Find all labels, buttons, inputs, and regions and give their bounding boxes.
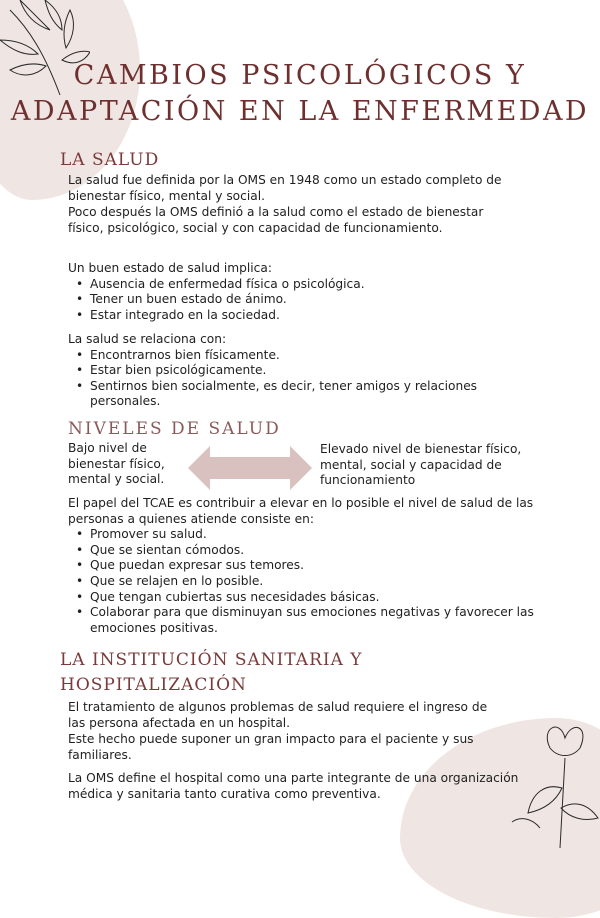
tcae-intro: El papel del TCAE es contribuir a elevar en lo posible el nivel de salud de las personas a quienes atiende consiste en: bbox=[68, 496, 534, 526]
implica-intro: Un buen estado de salud implica: bbox=[68, 261, 272, 275]
salud-definition-later: Poco después la OMS definió a la salud como el estado de bienestar físico, psicológico, social y con capacidad de funcionamiento. bbox=[68, 205, 484, 235]
list-item: • Ausencia de enfermedad física o psicológica. bbox=[68, 277, 538, 293]
list-item: • Que se sientan cómodos. bbox=[68, 543, 538, 559]
relaciona-list bbox=[68, 348, 498, 410]
list-item: • Tener un buen estado de ánimo. bbox=[68, 292, 538, 308]
page-title bbox=[0, 58, 600, 130]
list-item: • Que tengan cubiertas sus necesidades básicas. bbox=[68, 590, 538, 606]
relaciona-intro: La salud se relaciona con: bbox=[68, 332, 227, 346]
institucion-heading-line-2: HOSPITALIZACIÓN bbox=[60, 675, 247, 695]
implica-block bbox=[68, 261, 538, 323]
list-item: • Promover su salud. bbox=[68, 527, 538, 543]
implica-list bbox=[68, 277, 538, 324]
section-heading-niveles: NIVELES DE SALUD bbox=[68, 419, 281, 439]
section-heading-salud: LA SALUD bbox=[60, 150, 160, 170]
list-item: • Que puedan expresar sus temores. bbox=[68, 558, 538, 574]
list-item: • Colaborar para que disminuyan sus emociones negativas y favorecer las emociones positivas. bbox=[68, 605, 538, 636]
list-item: • Encontrarnos bien físicamente. bbox=[68, 348, 498, 364]
list-item: • Estar integrado en la sociedad. bbox=[68, 308, 538, 324]
title-line-2: ADAPTACIÓN EN LA ENFERMEDAD bbox=[10, 96, 590, 127]
title-line-1: CAMBIOS PSICOLÓGICOS Y bbox=[73, 60, 527, 91]
tcae-block bbox=[68, 496, 538, 636]
institucion-para-2: Este hecho puede suponer un gran impacto para el paciente y sus familiares. bbox=[68, 732, 474, 762]
relaciona-block bbox=[68, 332, 498, 410]
list-item: • Sentirnos bien socialmente, es decir, tener amigos y relaciones personales. bbox=[68, 379, 498, 410]
salud-definition-1948: La salud fue definida por la OMS en 1948 como un estado completo de bienestar físico, mental y social. bbox=[68, 173, 502, 203]
tcae-list bbox=[68, 527, 538, 636]
institucion-heading-line-1: LA INSTITUCIÓN SANITARIA Y bbox=[60, 650, 363, 670]
list-item: • Que se relajen en lo posible. bbox=[68, 574, 538, 590]
double-arrow-icon bbox=[188, 446, 312, 490]
list-item: • Estar bien psicológicamente. bbox=[68, 363, 498, 379]
high-level-label: Elevado nivel de bienestar físico, mental, social y capacidad de funcionamiento bbox=[320, 442, 522, 488]
institucion-para-1: El tratamiento de algunos problemas de salud requiere el ingreso de las persona afectada en un hospital. bbox=[68, 700, 488, 730]
institucion-para-3: La OMS define el hospital como una parte integrante de una organización médica y sanitaria tanto curativa como preventiva. bbox=[68, 771, 519, 801]
section-heading-institucion bbox=[60, 648, 362, 698]
low-level-label: Bajo nivel de bienestar físico, mental y social. bbox=[68, 441, 165, 487]
